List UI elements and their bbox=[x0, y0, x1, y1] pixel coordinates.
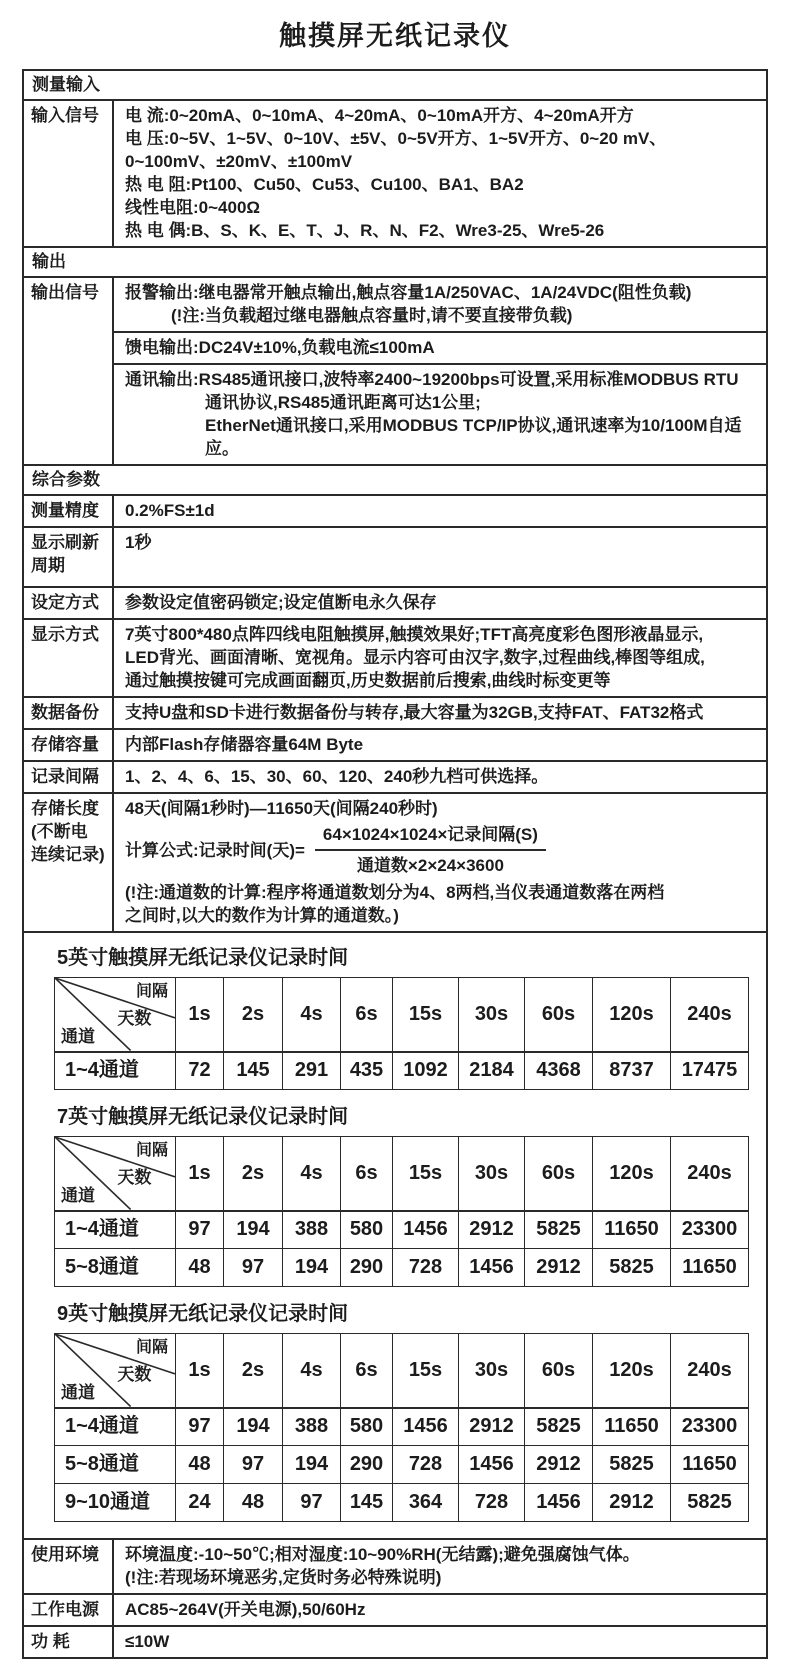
channel-cell: 5~8通道 bbox=[55, 1249, 176, 1287]
days-cell: 388 bbox=[283, 1408, 341, 1446]
subcell-feed-output: 馈电输出:DC24V±10%,负载电流≤100mA bbox=[114, 331, 766, 363]
row-label-data-backup: 数据备份 bbox=[24, 698, 114, 728]
days-cell: 97 bbox=[283, 1484, 341, 1522]
days-cell: 1456 bbox=[393, 1408, 459, 1446]
days-cell: 2184 bbox=[459, 1052, 525, 1090]
row-label-storage-capacity: 存储容量 bbox=[24, 730, 114, 760]
days-cell: 435 bbox=[341, 1052, 393, 1090]
days-cell: 291 bbox=[283, 1052, 341, 1090]
interval-header-cell: 6s bbox=[341, 1137, 393, 1211]
storage-length-formula bbox=[125, 823, 758, 877]
row-label-refresh-cycle: 显示刷新周期 bbox=[24, 528, 114, 586]
days-cell: 5825 bbox=[671, 1484, 749, 1522]
row-label-input-signal: 输入信号 bbox=[24, 101, 114, 246]
corner-label-channel: 通道 bbox=[61, 1026, 95, 1046]
interval-header-cell: 30s bbox=[459, 978, 525, 1052]
days-cell: 48 bbox=[176, 1249, 224, 1287]
record-table-title-5inch: 5英寸触摸屏无纸记录仪记录时间 bbox=[57, 947, 349, 969]
days-cell: 194 bbox=[224, 1408, 283, 1446]
interval-header-cell: 240s bbox=[671, 1137, 749, 1211]
days-cell: 11650 bbox=[593, 1211, 671, 1249]
interval-header-cell: 4s bbox=[283, 1137, 341, 1211]
row-value-accuracy: 0.2%FS±1d bbox=[125, 501, 215, 520]
page-title: 触摸屏无纸记录仪 bbox=[279, 21, 511, 51]
alarm-output-note: (!注:当负载超过继电器触点容量时,请不要直接带负载) bbox=[171, 306, 573, 325]
spec-row-setting-mode bbox=[24, 586, 766, 618]
interval-header-cell: 60s bbox=[525, 1334, 593, 1408]
content-line-current: 电 流:0~20mA、0~10mA、4~20mA、0~10mA开方、4~20mA开方 bbox=[125, 106, 634, 125]
days-cell: 728 bbox=[393, 1446, 459, 1484]
record-table-data-row bbox=[55, 1211, 749, 1249]
spec-row-display-mode bbox=[24, 618, 766, 696]
content-line-thermocouple: 热 电 偶:B、S、K、E、T、J、R、N、F2、Wre3-25、Wre5-26 bbox=[125, 221, 605, 240]
interval-header-cell: 1s bbox=[176, 978, 224, 1052]
row-content-environment bbox=[114, 1540, 766, 1593]
interval-header-cell: 2s bbox=[224, 1334, 283, 1408]
comm-output-line3: EtherNet通讯接口,采用MODBUS TCP/IP协议,通讯速率为10/100M自适应。 bbox=[205, 416, 742, 458]
storage-length-label-line1: 存储长度 bbox=[31, 799, 99, 818]
row-value-record-interval: 1、2、4、6、15、30、60、120、240秒九档可供选择。 bbox=[125, 767, 549, 786]
days-cell: 24 bbox=[176, 1484, 224, 1522]
interval-header-cell: 240s bbox=[671, 1334, 749, 1408]
formula-numerator: 64×1024×1024×记录间隔(S) bbox=[315, 823, 546, 851]
days-cell: 11650 bbox=[671, 1446, 749, 1484]
spec-row-output-signal bbox=[24, 276, 766, 464]
display-mode-line3: 通过触摸按键可完成画面翻页,历史数据前后搜索,曲线时标变更等 bbox=[125, 671, 611, 690]
record-table-data-row bbox=[55, 1408, 749, 1446]
row-value-storage-capacity: 内部Flash存储器容量64M Byte bbox=[125, 735, 364, 754]
corner-label-interval: 间隔 bbox=[135, 983, 168, 1000]
record-table-data-row bbox=[55, 1484, 749, 1522]
record-table-title-7inch: 7英寸触摸屏无纸记录仪记录时间 bbox=[57, 1106, 349, 1128]
row-label-power-supply: 工作电源 bbox=[24, 1595, 114, 1625]
content-line-voltage2: 0~100mV、±20mV、±100mV bbox=[125, 152, 353, 171]
spec-row-power-consumption bbox=[24, 1625, 766, 1657]
corner-label-channel: 通道 bbox=[61, 1185, 95, 1205]
storage-length-note-line1: (!注:通道数的计算:程序将通道数划分为4、8两档,当仪表通道数落在两档 bbox=[125, 883, 665, 902]
formula-prefix: 计算公式:记录时间(天)= bbox=[125, 840, 305, 860]
days-cell: 5825 bbox=[525, 1211, 593, 1249]
days-cell: 290 bbox=[341, 1249, 393, 1287]
row-label-accuracy: 测量精度 bbox=[24, 496, 114, 526]
row-label-environment: 使用环境 bbox=[24, 1540, 114, 1593]
channel-cell: 9~10通道 bbox=[55, 1484, 176, 1522]
content-line-voltage: 电 压:0~5V、1~5V、0~10V、±5V、0~5V开方、1~5V开方、0~20 mV、 bbox=[125, 129, 667, 148]
days-cell: 1092 bbox=[393, 1052, 459, 1090]
days-cell: 11650 bbox=[593, 1408, 671, 1446]
display-mode-line1: 7英寸800*480点阵四线电阻触摸屏,触摸效果好;TFT高亮度彩色图形液晶显示, bbox=[125, 625, 704, 644]
comm-output-line1: 通讯输出:RS485通讯接口,波特率2400~19200bps可设置,采用标准MODBUS RTU bbox=[125, 370, 739, 389]
row-content-output-signal bbox=[114, 278, 766, 464]
interval-header-cell: 30s bbox=[459, 1137, 525, 1211]
content-line-rtd: 热 电 阻:Pt100、Cu50、Cu53、Cu100、BA1、BA2 bbox=[125, 175, 524, 194]
channel-cell: 1~4通道 bbox=[55, 1052, 176, 1090]
row-label-record-interval: 记录间隔 bbox=[24, 762, 114, 792]
row-value-data-backup: 支持U盘和SD卡进行数据备份与转存,最大容量为32GB,支持FAT、FAT32格式 bbox=[125, 703, 704, 722]
subcell-alarm-output bbox=[114, 278, 766, 331]
storage-length-label-line2: (不断电 bbox=[31, 822, 88, 841]
display-mode-line2: LED背光、画面清晰、宽视角。显示内容可由汉字,数字,过程曲线,棒图等组成, bbox=[125, 648, 705, 667]
days-cell: 194 bbox=[283, 1446, 341, 1484]
interval-header-cell: 15s bbox=[393, 1137, 459, 1211]
days-cell: 194 bbox=[224, 1211, 283, 1249]
days-cell: 23300 bbox=[671, 1211, 749, 1249]
days-cell: 580 bbox=[341, 1211, 393, 1249]
row-label-power-consumption: 功 耗 bbox=[24, 1627, 114, 1657]
interval-header-cell: 6s bbox=[341, 1334, 393, 1408]
interval-header-cell: 15s bbox=[393, 978, 459, 1052]
days-cell: 145 bbox=[341, 1484, 393, 1522]
spec-table bbox=[22, 69, 768, 1659]
subcell-comm-output bbox=[114, 363, 766, 464]
days-cell: 5825 bbox=[593, 1249, 671, 1287]
spec-row-storage-length bbox=[24, 792, 766, 931]
interval-header-cell: 120s bbox=[593, 1334, 671, 1408]
channel-cell: 5~8通道 bbox=[55, 1446, 176, 1484]
days-cell: 5825 bbox=[525, 1408, 593, 1446]
days-cell: 17475 bbox=[671, 1052, 749, 1090]
record-table-header-row bbox=[55, 978, 749, 1052]
interval-header-cell: 1s bbox=[176, 1334, 224, 1408]
row-label-display-mode: 显示方式 bbox=[24, 620, 114, 696]
days-cell: 2912 bbox=[593, 1484, 671, 1522]
row-label-setting-mode: 设定方式 bbox=[24, 588, 114, 618]
days-cell: 97 bbox=[176, 1211, 224, 1249]
environment-note: (!注:若现场环境恶劣,定货时务必特殊说明) bbox=[125, 1568, 442, 1587]
days-cell: 8737 bbox=[593, 1052, 671, 1090]
section-header-output: 输出 bbox=[24, 246, 766, 276]
interval-header-cell: 30s bbox=[459, 1334, 525, 1408]
spec-row-accuracy bbox=[24, 494, 766, 526]
diagonal-header-cell bbox=[55, 1137, 176, 1211]
spec-row-refresh-cycle bbox=[24, 526, 766, 586]
row-content-storage-length bbox=[114, 794, 766, 931]
row-label-output-signal: 输出信号 bbox=[24, 278, 114, 464]
days-cell: 364 bbox=[393, 1484, 459, 1522]
spec-row-input-signal bbox=[24, 99, 766, 246]
storage-length-note-line2: 之间时,以大的数作为计算的通道数。) bbox=[125, 906, 399, 925]
days-cell: 5825 bbox=[593, 1446, 671, 1484]
days-cell: 97 bbox=[224, 1249, 283, 1287]
row-value-setting-mode: 参数设定值密码锁定;设定值断电永久保存 bbox=[125, 593, 437, 612]
row-value-power-supply: AC85~264V(开关电源),50/60Hz bbox=[125, 1600, 366, 1619]
days-cell: 72 bbox=[176, 1052, 224, 1090]
days-cell: 1456 bbox=[525, 1484, 593, 1522]
interval-header-cell: 120s bbox=[593, 1137, 671, 1211]
days-cell: 1456 bbox=[459, 1249, 525, 1287]
row-value-refresh-cycle: 1秒 bbox=[125, 533, 152, 552]
record-table-7inch bbox=[54, 1136, 749, 1287]
days-cell: 1456 bbox=[459, 1446, 525, 1484]
interval-header-cell: 4s bbox=[283, 978, 341, 1052]
section-header-measure-input: 测量输入 bbox=[32, 75, 100, 94]
interval-header-cell: 1s bbox=[176, 1137, 224, 1211]
storage-length-range: 48天(间隔1秒时)—11650天(间隔240秒时) bbox=[125, 799, 438, 818]
interval-header-cell: 60s bbox=[525, 1137, 593, 1211]
diagonal-header-cell bbox=[55, 978, 176, 1052]
days-cell: 290 bbox=[341, 1446, 393, 1484]
content-line-linear-resistance: 线性电阻:0~400Ω bbox=[125, 198, 261, 217]
days-cell: 4368 bbox=[525, 1052, 593, 1090]
storage-length-label-line3: 连续记录) bbox=[31, 845, 105, 864]
corner-label-days: 天数 bbox=[117, 1365, 152, 1384]
days-cell: 48 bbox=[176, 1446, 224, 1484]
interval-header-cell: 4s bbox=[283, 1334, 341, 1408]
record-table-9inch bbox=[54, 1333, 749, 1522]
spec-row-data-backup bbox=[24, 696, 766, 728]
days-cell: 23300 bbox=[671, 1408, 749, 1446]
days-cell: 11650 bbox=[671, 1249, 749, 1287]
days-cell: 2912 bbox=[525, 1446, 593, 1484]
days-cell: 728 bbox=[393, 1249, 459, 1287]
environment-line1: 环境温度:-10~50℃;相对湿度:10~90%RH(无结露);避免强腐蚀气体。 bbox=[125, 1545, 640, 1564]
days-cell: 97 bbox=[224, 1446, 283, 1484]
days-cell: 48 bbox=[224, 1484, 283, 1522]
corner-label-days: 天数 bbox=[117, 1009, 152, 1028]
spec-row-storage-capacity bbox=[24, 728, 766, 760]
row-content-display-mode bbox=[114, 620, 766, 696]
record-table-header-row bbox=[55, 1137, 749, 1211]
days-cell: 2912 bbox=[459, 1211, 525, 1249]
days-cell: 388 bbox=[283, 1211, 341, 1249]
comm-output-line2: 通讯协议,RS485通讯距离可达1公里; bbox=[205, 393, 481, 412]
days-cell: 728 bbox=[459, 1484, 525, 1522]
days-cell: 2912 bbox=[525, 1249, 593, 1287]
interval-header-cell: 15s bbox=[393, 1334, 459, 1408]
days-cell: 97 bbox=[176, 1408, 224, 1446]
interval-header-cell: 60s bbox=[525, 978, 593, 1052]
corner-label-interval: 间隔 bbox=[135, 1339, 168, 1356]
interval-header-cell: 2s bbox=[224, 978, 283, 1052]
formula-denominator: 通道数×2×24×3600 bbox=[356, 856, 504, 875]
spec-row-environment bbox=[24, 1538, 766, 1593]
corner-label-channel: 通道 bbox=[61, 1382, 95, 1402]
days-cell: 194 bbox=[283, 1249, 341, 1287]
interval-header-cell: 6s bbox=[341, 978, 393, 1052]
row-label-storage-length bbox=[24, 794, 114, 931]
corner-label-interval: 间隔 bbox=[135, 1142, 168, 1159]
interval-header-cell: 120s bbox=[593, 978, 671, 1052]
interval-header-cell: 240s bbox=[671, 978, 749, 1052]
days-cell: 580 bbox=[341, 1408, 393, 1446]
record-table-header-row bbox=[55, 1334, 749, 1408]
record-time-tables-cell bbox=[24, 931, 766, 1538]
spec-row-power-supply bbox=[24, 1593, 766, 1625]
record-table-data-row bbox=[55, 1052, 749, 1090]
spec-row-record-interval bbox=[24, 760, 766, 792]
row-content-input-signal bbox=[114, 101, 766, 246]
formula-fraction bbox=[315, 823, 546, 877]
section-header-general-params: 综合参数 bbox=[24, 464, 766, 494]
days-cell: 145 bbox=[224, 1052, 283, 1090]
alarm-output-line1: 报警输出:继电器常开触点输出,触点容量1A/250VAC、1A/24VDC(阻性负载) bbox=[125, 283, 692, 302]
record-table-5inch bbox=[54, 977, 749, 1090]
record-table-data-row bbox=[55, 1446, 749, 1484]
interval-header-cell: 2s bbox=[224, 1137, 283, 1211]
record-table-data-row bbox=[55, 1249, 749, 1287]
row-value-power-consumption: ≤10W bbox=[125, 1632, 170, 1651]
record-table-title-9inch: 9英寸触摸屏无纸记录仪记录时间 bbox=[57, 1303, 349, 1325]
channel-cell: 1~4通道 bbox=[55, 1211, 176, 1249]
channel-cell: 1~4通道 bbox=[55, 1408, 176, 1446]
days-cell: 2912 bbox=[459, 1408, 525, 1446]
days-cell: 1456 bbox=[393, 1211, 459, 1249]
corner-label-days: 天数 bbox=[117, 1168, 152, 1187]
diagonal-header-cell bbox=[55, 1334, 176, 1408]
